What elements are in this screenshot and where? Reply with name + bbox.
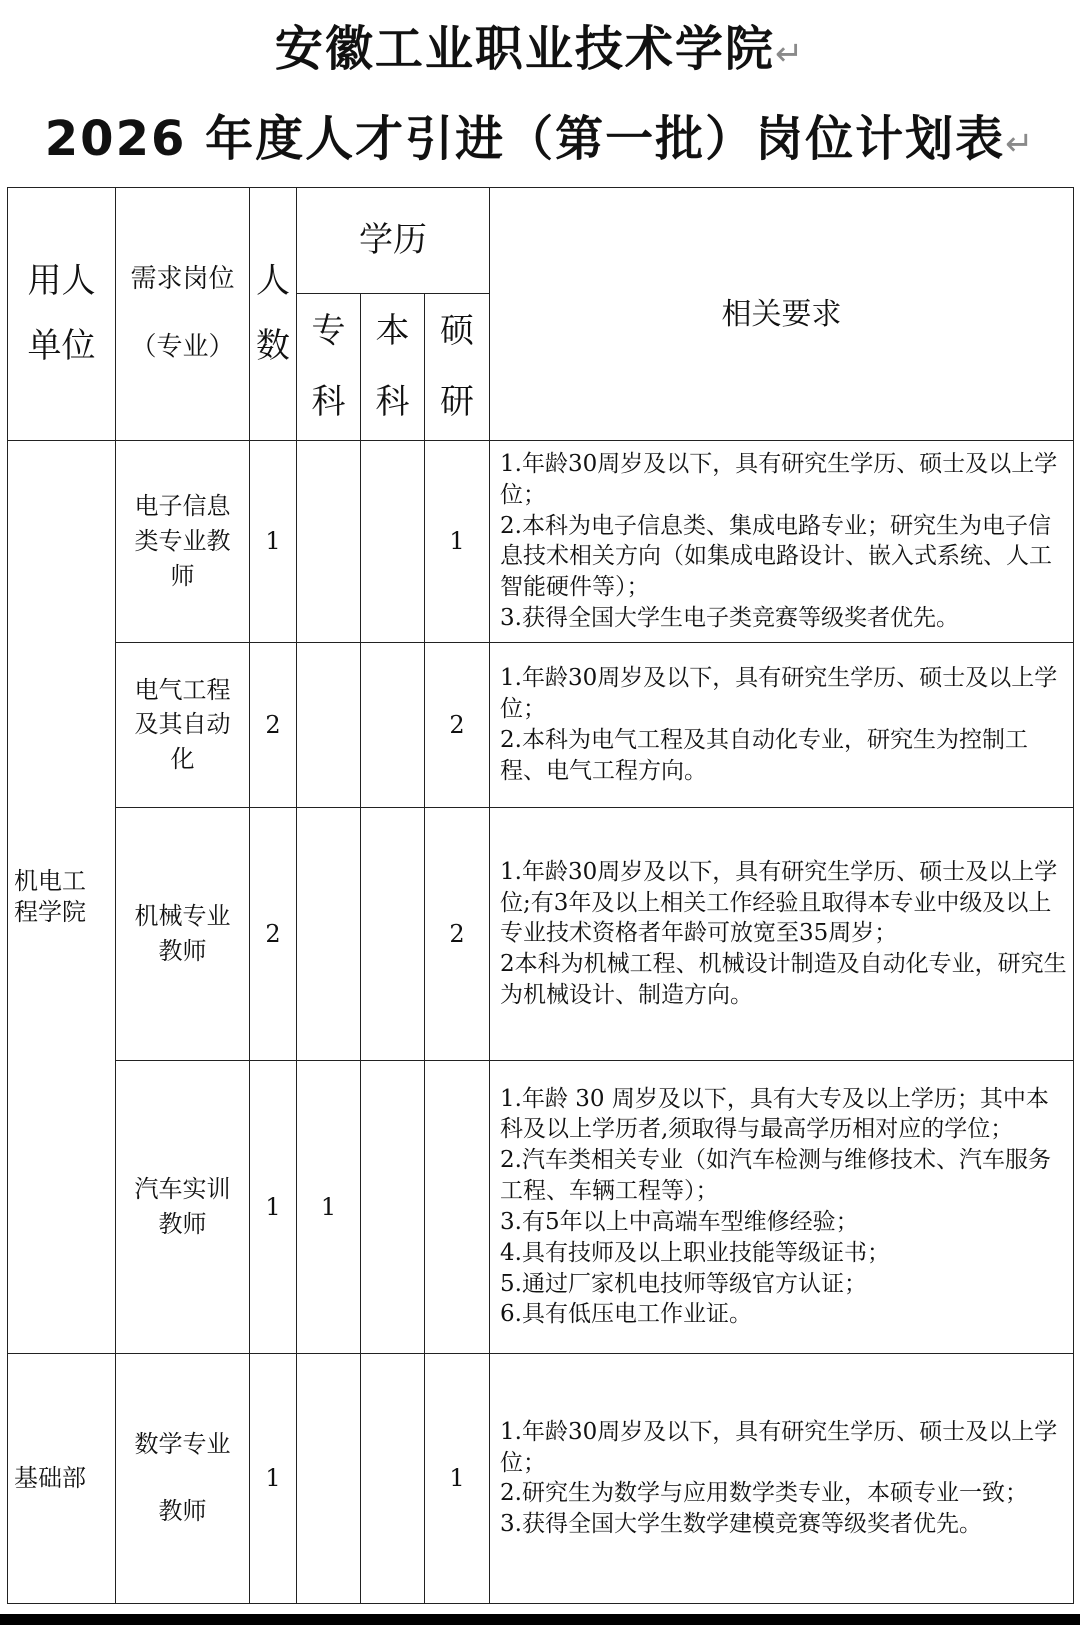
header-unit: 用人 单位 bbox=[8, 188, 116, 441]
table-row bbox=[8, 1060, 1074, 1353]
benke-cell bbox=[361, 642, 425, 807]
requirements-cell: 1.年龄30周岁及以下，具有研究生学历、硕士及以上学位； 2.本科为电气工程及其自动化专业，研究生为控制工程、电气工程方向。 bbox=[490, 642, 1074, 807]
unit-cell: 基础部 bbox=[8, 1353, 116, 1603]
table-row bbox=[8, 642, 1074, 807]
count-cell: 1 bbox=[250, 1353, 297, 1603]
count-cell: 1 bbox=[250, 441, 297, 643]
count-cell: 2 bbox=[250, 807, 297, 1060]
header-position: 需求岗位 （专业） bbox=[116, 188, 250, 441]
position-cell: 机械专业教师 bbox=[116, 807, 250, 1060]
shuoyan-cell bbox=[425, 1060, 490, 1353]
zhuanke-cell: 1 bbox=[297, 1060, 361, 1353]
requirements-cell: 1.年龄30周岁及以下，具有研究生学历、硕士及以上学位;有3年及以上相关工作经验且取得本专业中级及以上专业技术资格者年龄可放宽至35周岁； 2本科为机械工程、机械设计制造及自动化专业，研究生为机械设计、制造方向。 bbox=[490, 807, 1074, 1060]
header-zhuanke: 专 科 bbox=[297, 294, 361, 441]
benke-cell bbox=[361, 1353, 425, 1603]
shuoyan-cell: 2 bbox=[425, 807, 490, 1060]
zhuanke-cell bbox=[297, 807, 361, 1060]
position-cell: 电气工程及其自动化 bbox=[116, 642, 250, 807]
header-count: 人 数 bbox=[250, 188, 297, 441]
shuoyan-cell: 1 bbox=[425, 1353, 490, 1603]
header-education: 学历 bbox=[297, 188, 490, 294]
count-cell: 2 bbox=[250, 642, 297, 807]
table-row bbox=[8, 1353, 1074, 1603]
paragraph-mark-icon: ↵ bbox=[774, 34, 806, 73]
shuoyan-cell: 2 bbox=[425, 642, 490, 807]
position-plan-table bbox=[7, 187, 1074, 1604]
header-shuoyan: 硕 研 bbox=[425, 294, 490, 441]
requirements-cell: 1.年龄30周岁及以下，具有研究生学历、硕士及以上学位； 2.本科为电子信息类、集成电路专业；研究生为电子信息技术相关方向（如集成电路设计、嵌入式系统、人工智能硬件等）； 3.获得全国大学生电子类竞赛等级奖者优先。 bbox=[490, 441, 1074, 643]
benke-cell bbox=[361, 1060, 425, 1353]
count-cell: 1 bbox=[250, 1060, 297, 1353]
requirements-cell: 1.年龄30周岁及以下，具有研究生学历、硕士及以上学位； 2.研究生为数学与应用数学类专业，本硕专业一致； 3.获得全国大学生数学建模竞赛等级奖者优先。 bbox=[490, 1353, 1074, 1603]
zhuanke-cell bbox=[297, 642, 361, 807]
paragraph-mark-icon: ↵ bbox=[1005, 124, 1036, 163]
benke-cell bbox=[361, 807, 425, 1060]
bottom-edge-bar bbox=[0, 1614, 1080, 1625]
zhuanke-cell bbox=[297, 441, 361, 643]
position-cell: 汽车实训教师 bbox=[116, 1060, 250, 1353]
unit-cell: 机电工程学院 bbox=[8, 441, 116, 1354]
shuoyan-cell: 1 bbox=[425, 441, 490, 643]
header-requirements: 相关要求 bbox=[490, 188, 1074, 441]
zhuanke-cell bbox=[297, 1353, 361, 1603]
position-cell: 电子信息类专业教师 bbox=[116, 441, 250, 643]
header-benke: 本 科 bbox=[361, 294, 425, 441]
benke-cell bbox=[361, 441, 425, 643]
page-title-line2: 2026 年度人才引进（第一批）岗位计划表↵ bbox=[44, 111, 1036, 167]
requirements-cell: 1.年龄 30 周岁及以下，具有大专及以上学历；其中本科及以上学历者,须取得与最高学历相对应的学位； 2.汽车类相关专业（如汽车检测与维修技术、汽车服务工程、车辆工程等）； 3.有5年以上中高端车型维修经验； 4.具有技师及以上职业技能等级证书； 5.通过厂家机电技师等级官方认证； 6.具有低压电工作业证。 bbox=[490, 1060, 1074, 1353]
page-title-line1: 安徽工业职业技术学院↵ bbox=[274, 21, 806, 77]
table-row bbox=[8, 807, 1074, 1060]
table-row bbox=[8, 441, 1074, 643]
position-cell: 数学专业教师 bbox=[116, 1353, 250, 1603]
